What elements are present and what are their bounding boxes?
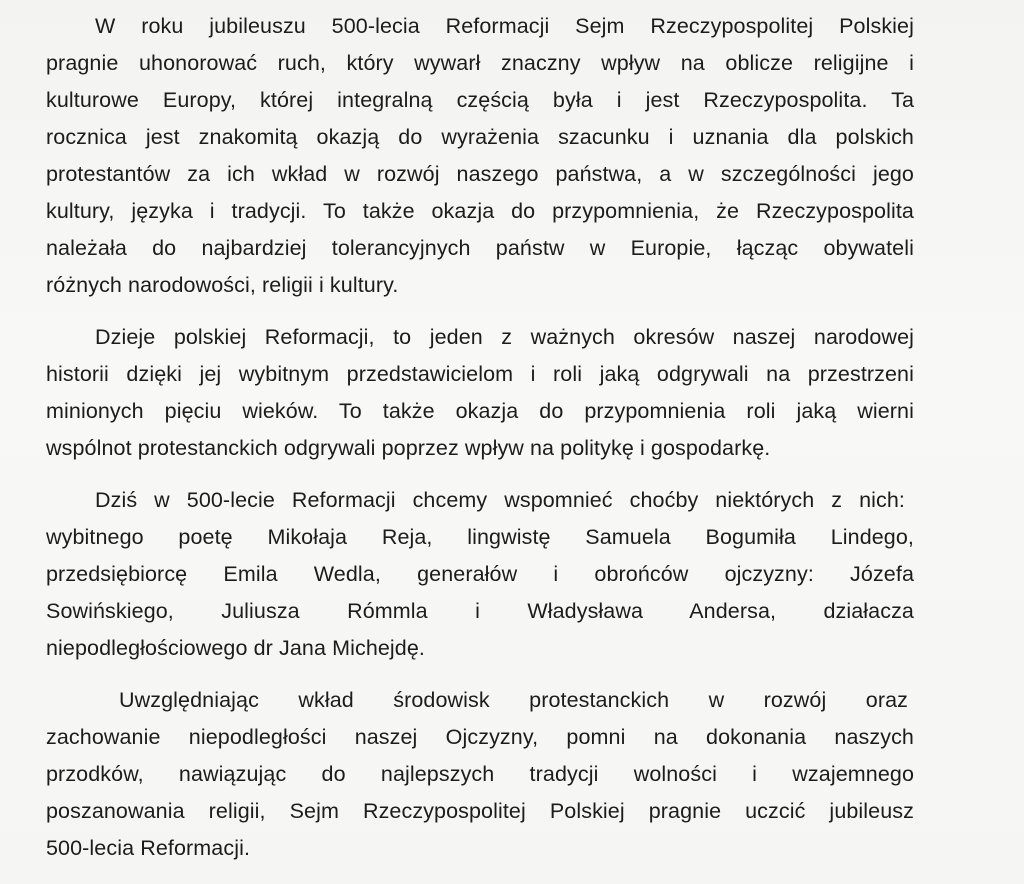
text-line: poszanowania religii, Sejm Rzeczypospolitej Polskiej pragnie uczcić jubileusz [46, 799, 914, 823]
text-line: historii dzięki jej wybitnym przedstawicielom i roli jaką odgrywali na przestrzeni [46, 362, 914, 386]
text-line: wspólnot protestanckich odgrywali poprzez wpływ na politykę i gospodarkę. [46, 436, 771, 460]
text-line: pragnie uhonorować ruch, który wywarł znaczny wpływ na oblicze religijne i [46, 51, 914, 75]
text-line: wybitnego poetę Mikołaja Reja, lingwistę Samuela Bogumiła Lindego, [46, 525, 914, 549]
text-line: rocznica jest znakomitą okazją do wyrażenia szacunku i uznania dla polskich [46, 125, 914, 149]
text-line: minionych pięciu wieków. To także okazja do przypomnienia roli jaką wierni [46, 399, 914, 423]
text-line: przodków, nawiązując do najlepszych tradycji wolności i wzajemnego [46, 762, 914, 786]
text-line: zachowanie niepodległości naszej Ojczyzny, pomni na dokonania naszych [46, 725, 914, 749]
text-line: Dziś w 500-lecie Reformacji chcemy wspomnieć choćby niektórych z nich: [95, 488, 905, 512]
text-line: Sowińskiego, Juliusza Rómmla i Władysława Andersa, działacza [46, 599, 914, 623]
text-line: różnych narodowości, religii i kultury. [46, 273, 399, 297]
text-line: należała do najbardziej tolerancyjnych państw w Europie, łącząc obywateli [46, 236, 914, 260]
text-line: niepodległościowego dr Jana Michejdę. [46, 636, 425, 660]
text-line: Dzieje polskiej Reformacji, to jeden z ważnych okresów naszej narodowej [95, 325, 914, 349]
text-line: W roku jubileuszu 500-lecia Reformacji Sejm Rzeczypospolitej Polskiej [95, 14, 914, 38]
text-line: kulturowe Europy, której integralną częścią była i jest Rzeczypospolita. Ta [46, 88, 914, 112]
text-line: kultury, języka i tradycji. To także okazja do przypomnienia, że Rzeczypospolita [46, 199, 914, 223]
text-line: protestantów za ich wkład w rozwój naszego państwa, a w szczególności jego [46, 162, 914, 186]
text-line: Uwzględniając wkład środowisk protestanckich w rozwój oraz [119, 688, 908, 712]
text-line: przedsiębiorcę Emila Wedla, generałów i obrońców ojczyzny: Józefa [46, 562, 914, 586]
text-line: 500-lecia Reformacji. [46, 836, 251, 860]
